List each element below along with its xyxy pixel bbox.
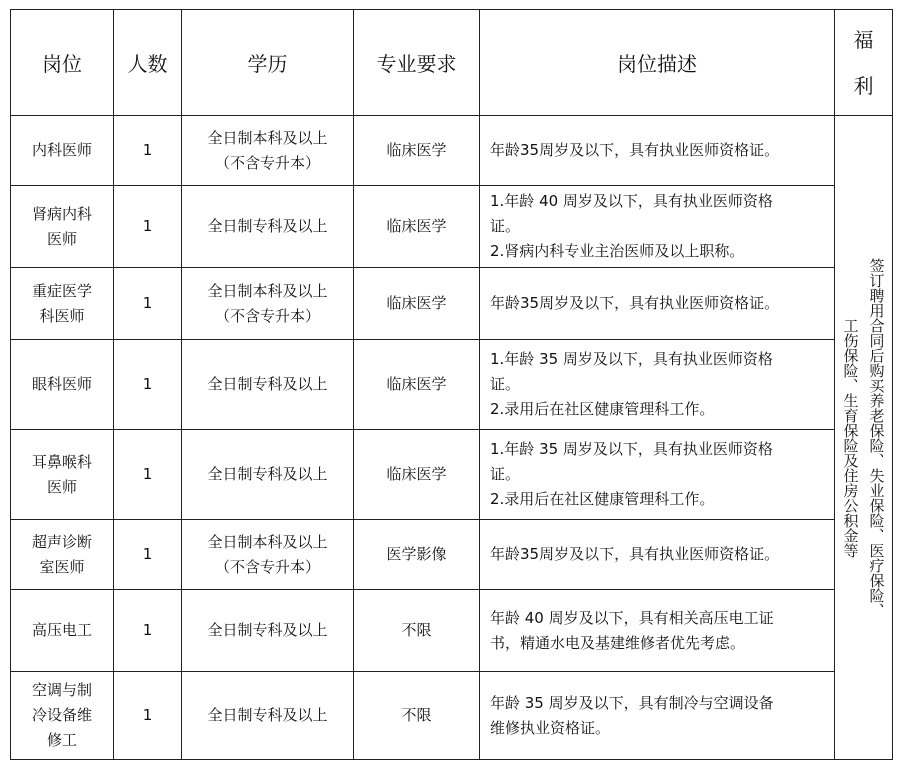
table-row [11,430,893,520]
benefits-cell [835,116,893,760]
recruitment-table [10,9,893,760]
education-line1: 全日制本科及以上 [207,281,328,300]
table-row [11,186,893,268]
major-cell: 不限 [354,672,480,760]
position-cell: 眼科医师 [11,340,114,430]
description-line1: 年龄 40 周岁及以下，具有相关高压电工证 [490,608,774,627]
major-cell: 临床医学 [354,430,480,520]
table-row [11,672,893,760]
count-cell: 1 [114,590,182,672]
description-line3: 2.肾病内科专业主治医师及以上职称。 [490,242,745,260]
description-line3: 2.录用后在社区健康管理科工作。 [490,400,715,418]
count-cell: 1 [114,672,182,760]
description-cell [480,672,835,760]
education-line1: 全日制本科及以上 [207,128,328,147]
count-cell: 1 [114,116,182,186]
position-line2: 室医师 [39,557,85,576]
education-cell [182,116,354,186]
position-line2: 医师 [46,229,77,248]
description-cell [480,590,835,672]
header-count: 人数 [114,10,182,116]
table-row [11,340,893,430]
position-cell [11,186,114,268]
description-line1: 1.年龄 35 周岁及以下，具有执业医师资格 [490,350,773,368]
header-benefits-line1: 福 [853,27,874,52]
description-cell: 年龄35周岁及以下，具有执业医师资格证。 [480,520,835,590]
description-line1: 年龄35周岁及以下，具有执业医师资格证。 [490,141,780,159]
position-line3: 修工 [46,731,77,749]
position-line2: 医师 [46,477,77,496]
description-cell [480,116,835,186]
count-cell: 1 [114,186,182,268]
header-benefits [835,10,893,116]
description-line2: 书，精通水电及基建维修者优先考虑。 [490,633,746,652]
position-line1: 耳鼻喉科 [31,452,92,471]
description-cell [480,186,835,268]
position-cell [11,430,114,520]
description-cell: 年龄35周岁及以下，具有执业医师资格证。 [480,268,835,340]
position-line1: 重症医学 [31,281,92,300]
header-description: 岗位描述 [480,10,835,116]
major-cell: 临床医学 [354,116,480,186]
benefits-text [835,258,892,618]
count-cell: 1 [114,430,182,520]
header-row [11,10,893,116]
position-line2: 冷设备维 [31,706,92,724]
education-line1: 全日制本科及以上 [207,532,328,551]
education-line2: （不含专升本） [214,306,320,325]
major-cell: 临床医学 [354,340,480,430]
position-line2: 科医师 [39,306,85,325]
header-major: 专业要求 [354,10,480,116]
description-line2: 证。 [490,465,521,483]
count-cell: 1 [114,520,182,590]
description-line3: 2.录用后在社区健康管理科工作。 [490,490,715,508]
position-cell [11,672,114,760]
major-cell: 临床医学 [354,268,480,340]
count-cell: 1 [114,268,182,340]
education-line2: （不含专升本） [214,557,320,576]
benefits-col2: 工伤保险、生育保险及住房公积金等 [841,317,860,558]
education-cell [182,520,354,590]
position-line1: 肾病内科 [31,204,92,223]
description-line1: 年龄 35 周岁及以下，具有制冷与空调设备 [490,693,774,712]
description-line2: 维修执业资格证。 [490,718,611,737]
header-education: 学历 [182,10,354,116]
position-cell [11,520,114,590]
table-row [11,268,893,340]
table-row [11,116,893,186]
count-cell: 1 [114,340,182,430]
position-line1: 超声诊断 [31,532,92,551]
table-row [11,520,893,590]
education-line2: （不含专升本） [214,153,320,172]
header-benefits-line2: 利 [853,73,874,98]
major-cell: 不限 [354,590,480,672]
table-row [11,590,893,672]
education-cell: 全日制专科及以上 [182,186,354,268]
description-line1: 1.年龄 40 周岁及以下，具有执业医师资格 [490,192,773,210]
header-position: 岗位 [11,10,114,116]
position-text: 内科医师 [31,141,92,159]
position-cell [11,116,114,186]
major-cell: 医学影像 [354,520,480,590]
description-cell [480,430,835,520]
position-cell: 高压电工 [11,590,114,672]
education-cell: 全日制专科及以上 [182,590,354,672]
education-cell: 全日制专科及以上 [182,430,354,520]
position-line1: 空调与制 [31,681,92,699]
position-cell [11,268,114,340]
description-line2: 证。 [490,375,521,393]
major-cell: 临床医学 [354,186,480,268]
education-cell: 全日制专科及以上 [182,340,354,430]
education-cell [182,268,354,340]
benefits-col1: 签订聘用合同后购买养老保险、失业保险、医疗保险、 [867,257,886,618]
education-cell: 全日制专科及以上 [182,672,354,760]
description-line2: 证。 [490,217,521,235]
description-line1: 1.年龄 35 周岁及以下，具有执业医师资格 [490,440,773,458]
description-cell [480,340,835,430]
